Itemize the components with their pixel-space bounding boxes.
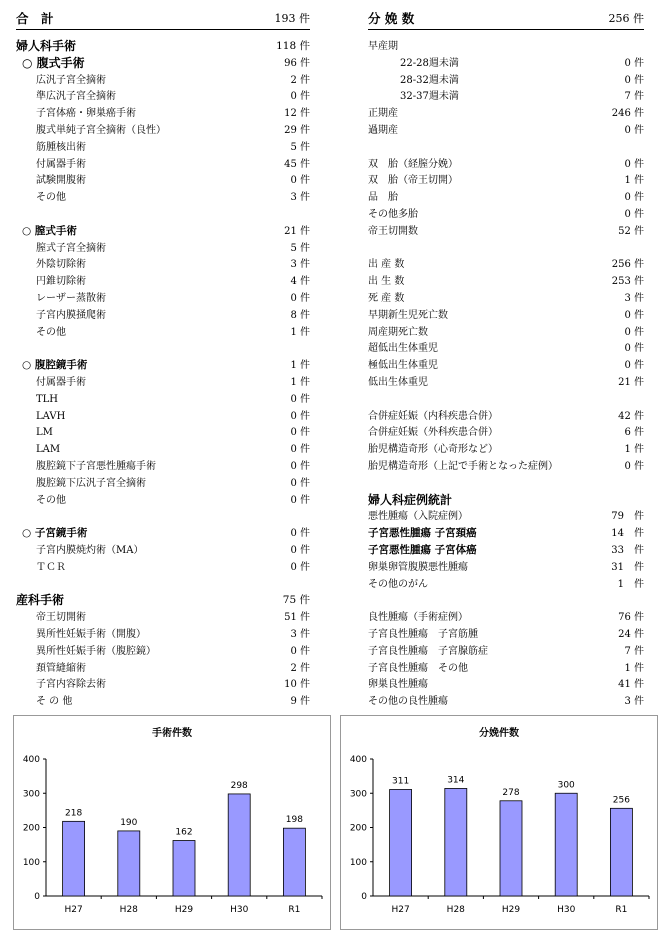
row-label: 子宮内容除去術 — [36, 679, 106, 691]
row-value: 3 件 — [624, 293, 644, 304]
table-row — [36, 542, 310, 559]
data-label: 218 — [65, 808, 83, 819]
row-value: 0 件 — [290, 393, 310, 405]
x-tick-label: H27 — [64, 905, 83, 915]
row-label: レーザー蒸散術 — [36, 293, 106, 304]
row-value: 96 件 — [284, 57, 310, 69]
row-label: 婦人科手術 — [16, 39, 77, 53]
row-value: 4 件 — [290, 276, 310, 288]
row-label: 子宮体癌・卵巣癌手術 — [36, 108, 136, 120]
row-value: 0 件 — [290, 91, 310, 103]
row-label: 準広汎子宮全摘術 — [36, 91, 116, 103]
bar — [173, 841, 195, 896]
table-row — [368, 105, 644, 122]
row-label: 帝王切開術 — [36, 612, 86, 624]
row-value: 0 件 — [290, 444, 310, 456]
left-header-value: 193 件 — [274, 12, 310, 25]
right-header-value: 256 件 — [608, 12, 644, 25]
table-row — [36, 240, 310, 257]
row-label: 円錐切除術 — [36, 276, 86, 288]
bar — [118, 831, 140, 896]
table-row — [368, 441, 644, 458]
row-value: 0 件 — [624, 343, 644, 355]
row-label: その他 — [36, 494, 66, 506]
row-label: 過期産 — [368, 125, 398, 136]
table-row — [400, 55, 644, 72]
row-label: 卵巣良性腫瘍 — [368, 679, 428, 691]
table-row — [368, 256, 644, 273]
table-row — [22, 55, 310, 72]
surgery-count-chart — [13, 715, 331, 930]
row-value: 6 件 — [624, 427, 644, 439]
row-label: 産科手術 — [16, 593, 65, 608]
bar — [555, 793, 577, 896]
row-value: 0 件 — [290, 561, 310, 573]
table-row — [368, 223, 644, 240]
data-label: 314 — [447, 775, 465, 786]
row-label: 22-28週未満 — [400, 57, 459, 69]
bar — [228, 794, 250, 896]
row-value: 51 件 — [284, 612, 310, 624]
table-row — [36, 626, 310, 643]
table-row — [36, 458, 310, 475]
table-row — [36, 475, 310, 492]
delivery-count-chart — [340, 715, 658, 930]
table-row — [368, 307, 644, 324]
row-label: 腹式単純子宮全摘術（良性） — [36, 125, 166, 136]
table-row — [36, 122, 310, 139]
table-row — [368, 206, 644, 223]
row-label: LM — [36, 427, 53, 439]
row-value: 3 件 — [290, 192, 310, 204]
table-row — [368, 290, 644, 307]
row-value: 33 件 — [611, 545, 644, 556]
table-row — [368, 374, 644, 391]
row-label: 良性腫瘍（手術症例） — [368, 612, 468, 624]
row-value: 29 件 — [284, 125, 310, 136]
row-label: 試験開腹術 — [36, 175, 86, 187]
table-row — [36, 693, 310, 710]
table-row — [368, 357, 644, 374]
row-value: 0 件 — [290, 427, 310, 439]
table-row — [36, 559, 310, 576]
row-value: 3 件 — [290, 259, 310, 271]
x-tick-label: H28 — [446, 905, 465, 915]
left-header-label: 合 計 — [16, 11, 54, 26]
row-label: LAVH — [36, 410, 66, 422]
table-row — [36, 609, 310, 626]
row-value: 1 件 — [624, 662, 644, 674]
row-value: 24 件 — [618, 629, 644, 640]
row-label: ＴＣＲ — [36, 561, 66, 573]
row-value: 0 件 — [290, 645, 310, 657]
row-value: 9 件 — [290, 696, 310, 708]
row-value: 0 件 — [290, 477, 310, 489]
row-label: 子宮良性腫瘍 その他 — [368, 662, 468, 674]
row-label: 周産期死亡数 — [368, 326, 428, 338]
bar — [610, 808, 632, 896]
row-value: 2 件 — [290, 662, 310, 674]
table-row — [368, 458, 644, 475]
y-tick-label: 100 — [22, 857, 40, 868]
data-label: 198 — [285, 815, 303, 826]
row-value: 3 件 — [290, 629, 310, 640]
row-value: 42 件 — [618, 410, 644, 422]
table-row — [368, 643, 644, 660]
x-tick-label: H30 — [557, 905, 576, 915]
row-value: 41 件 — [618, 679, 644, 691]
row-label: その他 — [36, 326, 66, 338]
row-value: 0 件 — [290, 410, 310, 422]
y-tick-label: 300 — [22, 789, 40, 800]
row-value: 0 件 — [624, 192, 644, 204]
table-row — [36, 72, 310, 89]
row-label: TLH — [36, 393, 59, 405]
y-tick-label: 400 — [22, 755, 40, 765]
table-row — [36, 273, 310, 290]
bar — [445, 788, 467, 896]
table-row — [368, 609, 644, 626]
row-value: 256 件 — [611, 259, 644, 271]
row-label: そ の 他 — [36, 696, 73, 708]
row-value: 7 件 — [624, 645, 644, 657]
row-label: LAM — [36, 444, 61, 456]
table-row — [368, 660, 644, 677]
row-value: 0 件 — [290, 528, 310, 540]
row-value: 0 件 — [624, 309, 644, 321]
row-label: 腹腔鏡下広汎子宮全摘術 — [36, 477, 146, 489]
table-row — [368, 525, 644, 542]
table-row — [368, 38, 644, 55]
row-label: 死 産 数 — [368, 293, 405, 304]
y-tick-label: 0 — [34, 892, 40, 902]
row-label: 異所性妊娠手術（腹腔鏡） — [36, 645, 156, 657]
section-row — [368, 492, 644, 509]
table-row — [400, 72, 644, 89]
table-row — [368, 408, 644, 425]
table-row — [36, 256, 310, 273]
data-label: 162 — [175, 827, 193, 838]
row-label: 子宮良性腫瘍 子宮腺筋症 — [368, 645, 488, 657]
left-header — [16, 10, 310, 28]
row-label: 筋腫核出術 — [36, 141, 86, 153]
row-value: 1 件 — [624, 444, 644, 456]
row-value: 0 件 — [624, 209, 644, 220]
row-label: ○ 腹腔鏡手術 — [22, 359, 88, 372]
y-tick-label: 0 — [361, 892, 367, 902]
row-label: 子宮良性腫瘍 子宮筋腫 — [368, 629, 478, 640]
row-value: 21 件 — [618, 377, 644, 388]
data-label: 311 — [392, 776, 410, 787]
data-label: 298 — [230, 780, 248, 791]
row-label: 正期産 — [368, 108, 398, 120]
right-header — [368, 10, 644, 28]
row-value: 0 件 — [290, 461, 310, 472]
row-label: 婦人科症例統計 — [368, 492, 453, 507]
row-label: 子宮悪性腫瘍 子宮体癌 — [368, 544, 477, 556]
x-tick-label: R1 — [288, 905, 301, 915]
data-label: 278 — [502, 787, 520, 798]
row-label: 早産期 — [368, 41, 398, 52]
row-value: 0 件 — [624, 360, 644, 372]
table-row — [22, 223, 310, 240]
table-row — [36, 88, 310, 105]
table-row — [368, 559, 644, 576]
row-label: 膣式子宮全摘術 — [36, 242, 106, 254]
row-value: 1 件 — [290, 360, 310, 372]
x-tick-label: H27 — [391, 905, 410, 915]
section-row — [16, 592, 310, 609]
row-label: 双 胎（帝王切開） — [368, 175, 458, 187]
table-row — [368, 340, 644, 357]
row-label: その他の良性腫瘍 — [368, 696, 448, 708]
table-row — [368, 324, 644, 341]
row-label: 帝王切開数 — [368, 225, 418, 237]
x-tick-label: H30 — [230, 905, 249, 915]
table-row — [368, 273, 644, 290]
row-value: 0 件 — [624, 125, 644, 136]
x-tick-label: H29 — [174, 905, 194, 915]
row-label: 卵巣卵管腹膜悪性腫瘍 — [368, 561, 468, 573]
table-row — [36, 643, 310, 660]
row-value: 1 件 — [624, 175, 644, 187]
row-value: 12 件 — [284, 108, 310, 120]
table-row — [36, 172, 310, 189]
row-label: 悪性腫瘍（入院症例） — [368, 511, 468, 523]
row-label: 合併症妊娠（外科疾患合併） — [368, 427, 498, 439]
chart-title: 手術件数 — [152, 728, 192, 739]
row-value: 0 件 — [624, 158, 644, 170]
row-value: 7 件 — [624, 91, 644, 103]
row-label: 28-32週未満 — [400, 74, 459, 86]
row-label: ○ 腹式手術 — [22, 55, 85, 70]
row-value: 21 件 — [284, 225, 310, 237]
delivery-count-chart-svg — [341, 716, 657, 929]
x-tick-label: H28 — [119, 905, 138, 915]
row-label: 極低出生体重児 — [368, 360, 438, 372]
table-row — [36, 290, 310, 307]
row-label: 出 生 数 — [368, 276, 405, 288]
row-label: 子宮悪性腫瘍 子宮頚癌 — [368, 527, 477, 540]
table-row — [36, 408, 310, 425]
table-row — [36, 676, 310, 693]
table-row — [368, 156, 644, 173]
row-value: 0 件 — [624, 326, 644, 338]
right-header-underline — [368, 29, 644, 30]
row-value: 8 件 — [290, 309, 310, 321]
table-row — [368, 693, 644, 710]
table-row — [368, 189, 644, 206]
row-value: 76 件 — [618, 612, 644, 624]
row-label: 頚管縫縮術 — [36, 662, 86, 674]
y-tick-label: 300 — [349, 789, 367, 800]
table-row — [36, 105, 310, 122]
row-value: 0 件 — [624, 57, 644, 69]
row-label: 合併症妊娠（内科疾患合併） — [368, 410, 498, 422]
row-label: 出 産 数 — [368, 259, 405, 271]
table-row — [36, 660, 310, 677]
row-label: 双 胎（経膣分娩） — [368, 158, 458, 170]
y-tick-label: 200 — [349, 823, 367, 834]
row-label: 腹腔鏡下子宮悪性腫瘍手術 — [36, 461, 156, 472]
row-value: 10 件 — [284, 679, 310, 691]
chart-title: 分娩件数 — [479, 728, 519, 739]
table-row — [368, 424, 644, 441]
bar — [390, 789, 412, 896]
row-value: 3 件 — [624, 696, 644, 708]
row-value: 1 件 — [290, 326, 310, 338]
x-tick-label: R1 — [615, 905, 628, 915]
left-header-underline — [16, 29, 310, 30]
surgery-count-chart-svg — [14, 716, 330, 929]
y-tick-label: 100 — [349, 857, 367, 868]
table-row — [36, 324, 310, 341]
table-row — [36, 374, 310, 391]
row-value: 0 件 — [290, 175, 310, 187]
bar — [283, 828, 305, 896]
bar — [63, 821, 85, 896]
table-row — [368, 676, 644, 693]
row-value: 31 件 — [611, 561, 644, 573]
row-label: 子宮内膜焼灼術（MA） — [36, 545, 144, 556]
row-label: 超低出生体重児 — [368, 343, 438, 355]
row-label: 胎児構造奇形（心奇形など） — [368, 444, 498, 456]
table-row — [368, 626, 644, 643]
section-row — [16, 38, 310, 55]
data-label: 190 — [120, 817, 138, 828]
row-label: 子宮内膜掻爬術 — [36, 309, 106, 321]
row-value: 118 件 — [276, 40, 310, 52]
row-value: 246 件 — [611, 108, 644, 120]
row-value: 79 件 — [611, 511, 644, 523]
row-value: 45 件 — [284, 158, 310, 170]
row-value: 0 件 — [290, 494, 310, 506]
right-header-label: 分 娩 数 — [368, 11, 415, 26]
row-label: 低出生体重児 — [368, 377, 428, 388]
table-row — [368, 172, 644, 189]
row-value: 1 件 — [290, 377, 310, 388]
table-row — [36, 424, 310, 441]
table-row — [400, 88, 644, 105]
row-label: 早期新生児死亡数 — [368, 309, 448, 321]
row-value: 253 件 — [611, 276, 644, 288]
row-value: 2 件 — [290, 74, 310, 86]
x-tick-label: H29 — [501, 905, 521, 915]
data-label: 256 — [612, 795, 630, 806]
table-row — [368, 542, 644, 559]
row-label: 品 胎 — [368, 192, 398, 204]
row-value: 5 件 — [290, 242, 310, 254]
table-row — [368, 122, 644, 139]
row-label: 広汎子宮全摘術 — [36, 74, 106, 86]
row-label: ○ 膣式手術 — [22, 224, 77, 237]
row-label: ○ 子宮鏡手術 — [22, 527, 88, 540]
y-tick-label: 400 — [349, 755, 367, 765]
table-row — [36, 189, 310, 206]
row-value: 14 件 — [611, 528, 644, 540]
row-value: 75 件 — [282, 594, 310, 607]
table-row — [22, 357, 310, 374]
row-label: 32-37週未満 — [400, 91, 459, 103]
table-row — [36, 307, 310, 324]
table-row — [368, 576, 644, 593]
table-row — [36, 492, 310, 509]
row-value: 52 件 — [618, 225, 644, 237]
row-label: 付属器手術 — [36, 377, 86, 388]
table-row — [22, 525, 310, 542]
table-row — [36, 441, 310, 458]
row-label: 付属器手術 — [36, 158, 86, 170]
table-row — [36, 139, 310, 156]
table-row — [36, 156, 310, 173]
data-label: 300 — [557, 780, 575, 791]
row-value: 5 件 — [290, 141, 310, 153]
y-tick-label: 200 — [22, 823, 40, 834]
row-value: 0 件 — [290, 293, 310, 304]
table-row — [368, 508, 644, 525]
table-row — [36, 391, 310, 408]
row-value: 0 件 — [624, 74, 644, 86]
bar — [500, 801, 522, 896]
row-label: 胎児構造奇形（上記で手術となった症例） — [368, 461, 558, 472]
row-label: その他多胎 — [368, 209, 418, 220]
row-label: その他のがん — [368, 578, 428, 590]
row-label: その他 — [36, 192, 66, 204]
row-value: 1 件 — [617, 578, 644, 590]
row-label: 外陰切除術 — [36, 259, 86, 271]
row-value: 0 件 — [624, 461, 644, 472]
row-label: 異所性妊娠手術（開腹） — [36, 629, 146, 640]
row-value: 0 件 — [290, 545, 310, 556]
